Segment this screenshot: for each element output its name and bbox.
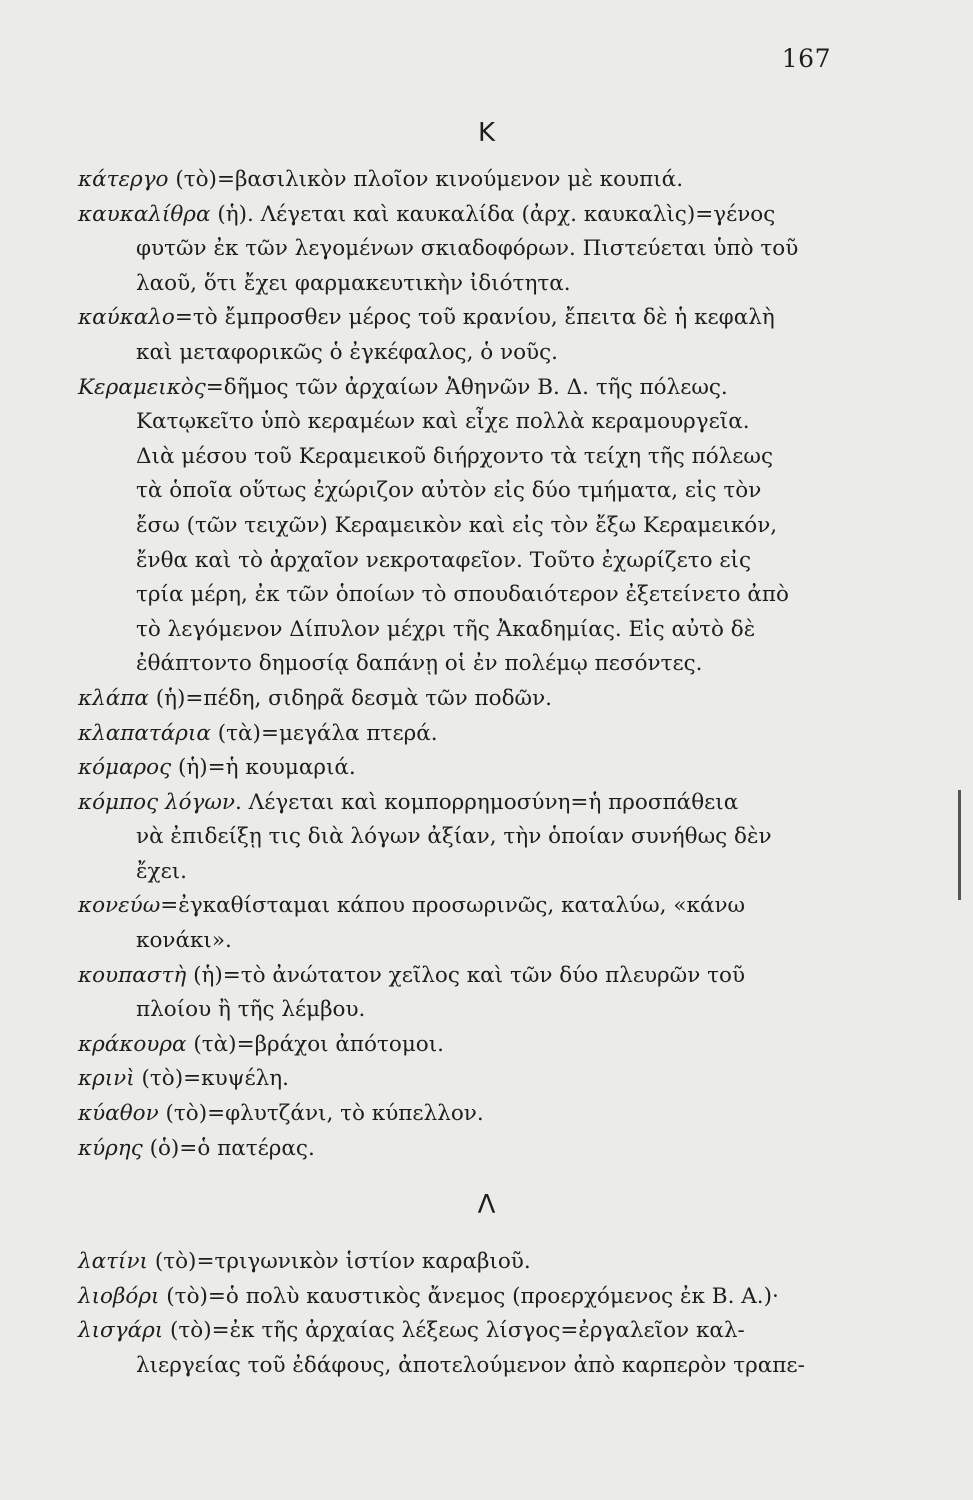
- entry-headword: κάτεργο: [78, 167, 169, 192]
- entry: [78, 1280, 838, 1315]
- entry-text: ἐθάπτοντο δημοσίᾳ δαπάνῃ οἱ ἐν πολέμῳ πεσόντες.: [136, 651, 703, 677]
- entry: [78, 301, 838, 370]
- entry-text: φυτῶν ἐκ τῶν λεγομένων σκιαδοφόρων. Πιστεύεται ὑπὸ τοῦ: [136, 236, 799, 262]
- entry-headword: λιοβόρι: [78, 1283, 160, 1309]
- entry-text: ἔνθα καὶ τὸ ἀρχαῖον νεκροταφεῖον. Τοῦτο ἐχωρίζετο εἰς: [136, 547, 751, 573]
- entry-text: (ἡ). Λέγεται καὶ καυκαλίδα (ἀρχ. καυκαλὶς)=γένος: [217, 201, 776, 227]
- entry-headword: κύρης: [78, 1135, 143, 1161]
- entry-text: =δῆμος τῶν ἀρχαίων Ἀθηνῶν Β. Δ. τῆς πόλεως.: [205, 374, 728, 400]
- entry-text: (ἡ)=ἡ κουμαριά.: [178, 755, 356, 781]
- page-edge-mark: [958, 790, 961, 900]
- entry-headword: κύαθον: [78, 1101, 159, 1127]
- entry-headword: λατίνι: [78, 1249, 148, 1274]
- entry: [78, 1028, 838, 1063]
- entry-headword: κονεύω: [78, 893, 161, 919]
- entry-text: (τὸ)=ἐκ τῆς ἀρχαίας λέξεως λίσγος=ἐργαλεῖον καλ-: [170, 1318, 745, 1344]
- entry-text: τὰ ὁποῖα οὕτως ἐχώριζον αὐτὸν εἰς δύο τμήματα, εἰς τὸν: [136, 478, 762, 504]
- entry: [78, 1245, 838, 1280]
- entry-text: Κατῳκεῖτο ὑπὸ κεραμέων καὶ εἶχε πολλὰ κεραμουργεῖα.: [136, 409, 750, 435]
- entry: [78, 889, 838, 958]
- entry-text: πλοίου ἢ τῆς λέμβου.: [136, 997, 366, 1023]
- entry-headword: καυκαλίθρα: [78, 201, 211, 227]
- entry-text: νὰ ἐπιδείξῃ τις διὰ λόγων ἀξίαν, τὴν ὁποίαν συνήθως δὲν: [136, 824, 772, 850]
- entry: [78, 751, 838, 786]
- entry-text: τρία μέρη, ἐκ τῶν ὁποίων τὸ σπουδαιότερον ἐξετείνετο ἀπὸ: [136, 582, 789, 608]
- entry: [78, 1132, 838, 1167]
- entry-headword: λισγάρι: [78, 1318, 164, 1344]
- section-letter-lambda: Λ: [477, 1190, 496, 1220]
- entry-text: λαοῦ, ὅτι ἔχει φαρμακευτικὴν ἰδιότητα.: [136, 270, 571, 296]
- section-letter-kappa: Κ: [477, 118, 496, 148]
- entry-text: ἔχει.: [136, 858, 187, 884]
- entry: [78, 1062, 838, 1097]
- entry-text: =τὸ ἔμπροσθεν μέρος τοῦ κρανίου, ἔπειτα δὲ ἡ κεφαλὴ: [174, 305, 775, 331]
- entry: [78, 1314, 838, 1383]
- entry: [78, 1097, 838, 1132]
- entry-text: (τὸ)=κυψέλη.: [141, 1066, 289, 1092]
- entry: [78, 717, 838, 752]
- entry-headword: κόμπος λόγων: [78, 789, 235, 815]
- entry: [78, 959, 838, 1028]
- entry-text: (τὸ)=βασιλικὸν πλοῖον κινούμενον μὲ κουπιά.: [175, 167, 684, 192]
- entry: [78, 371, 838, 682]
- entry-headword: κουπαστὴ: [78, 962, 187, 988]
- entry-headword: κράκουρα: [78, 1031, 187, 1057]
- entry-text: Διὰ μέσου τοῦ Κεραμεικοῦ διήρχοντο τὰ τείχη τῆς πόλεως: [136, 443, 774, 469]
- entry-text: (τὸ)=φλυτζάνι, τὸ κύπελλον.: [165, 1101, 484, 1127]
- bleed-through-text: [90, 88, 96, 122]
- entries-kappa: [78, 163, 838, 1166]
- entry-text: κονάκι».: [136, 928, 232, 954]
- entry-headword: κλάπα: [78, 685, 149, 711]
- entry: [78, 198, 838, 302]
- entry-headword: Κεραμεικὸς: [78, 374, 206, 400]
- entry-text: (ὁ)=ὁ πατέρας.: [149, 1135, 315, 1161]
- entry-text: καὶ μεταφορικῶς ὁ ἐγκέφαλος, ὁ νοῦς.: [136, 339, 558, 365]
- entry-headword: κλαπατάρια: [78, 720, 211, 746]
- entry: [78, 786, 838, 890]
- entry: [78, 163, 838, 198]
- entry-text: λιεργείας τοῦ ἐδάφους, ἀποτελούμενον ἀπὸ καρπερὸν τραπε-: [136, 1352, 805, 1378]
- entry-text: (τὰ)=μεγάλα πτερά.: [217, 720, 438, 746]
- entry-text: (τὰ)=βράχοι ἀπότομοι.: [193, 1031, 445, 1057]
- entry-text: (τὸ)=ὁ πολὺ καυστικὸς ἄνεμος (προερχόμενος ἐκ Β. Α.)·: [166, 1283, 779, 1309]
- page-number: 167: [781, 44, 831, 73]
- entry-text: . Λέγεται καὶ κομπορρημοσύνη=ἡ προσπάθεια: [235, 789, 739, 815]
- entries-lambda: [78, 1245, 838, 1383]
- entry-headword: καύκαλο: [78, 305, 175, 331]
- entry-text: (ἡ)=πέδη, σιδηρᾶ δεσμὰ τῶν ποδῶν.: [155, 685, 552, 711]
- entry-headword: κόμαρος: [78, 755, 172, 781]
- entry-text: τὸ λεγόμενον Δίπυλον μέχρι τῆς Ἀκαδημίας. Εἰς αὐτὸ δὲ: [136, 616, 756, 642]
- entry-text: (ἡ)=τὸ ἀνώτατον χεῖλος καὶ τῶν δύο πλευρῶν τοῦ: [193, 962, 746, 988]
- entry-text: (τὸ)=τριγωνικὸν ἱστίον καραβιοῦ.: [154, 1249, 531, 1274]
- entry-text: =ἐγκαθίσταμαι κάπου προσωρινῶς, καταλύω, «κάνω: [160, 893, 746, 919]
- entry-headword: κρινὶ: [78, 1066, 135, 1092]
- entry: [78, 682, 838, 717]
- entry-text: ἔσω (τῶν τειχῶν) Κεραμεικὸν καὶ εἰς τὸν ἔξω Κεραμεικόν,: [136, 512, 778, 538]
